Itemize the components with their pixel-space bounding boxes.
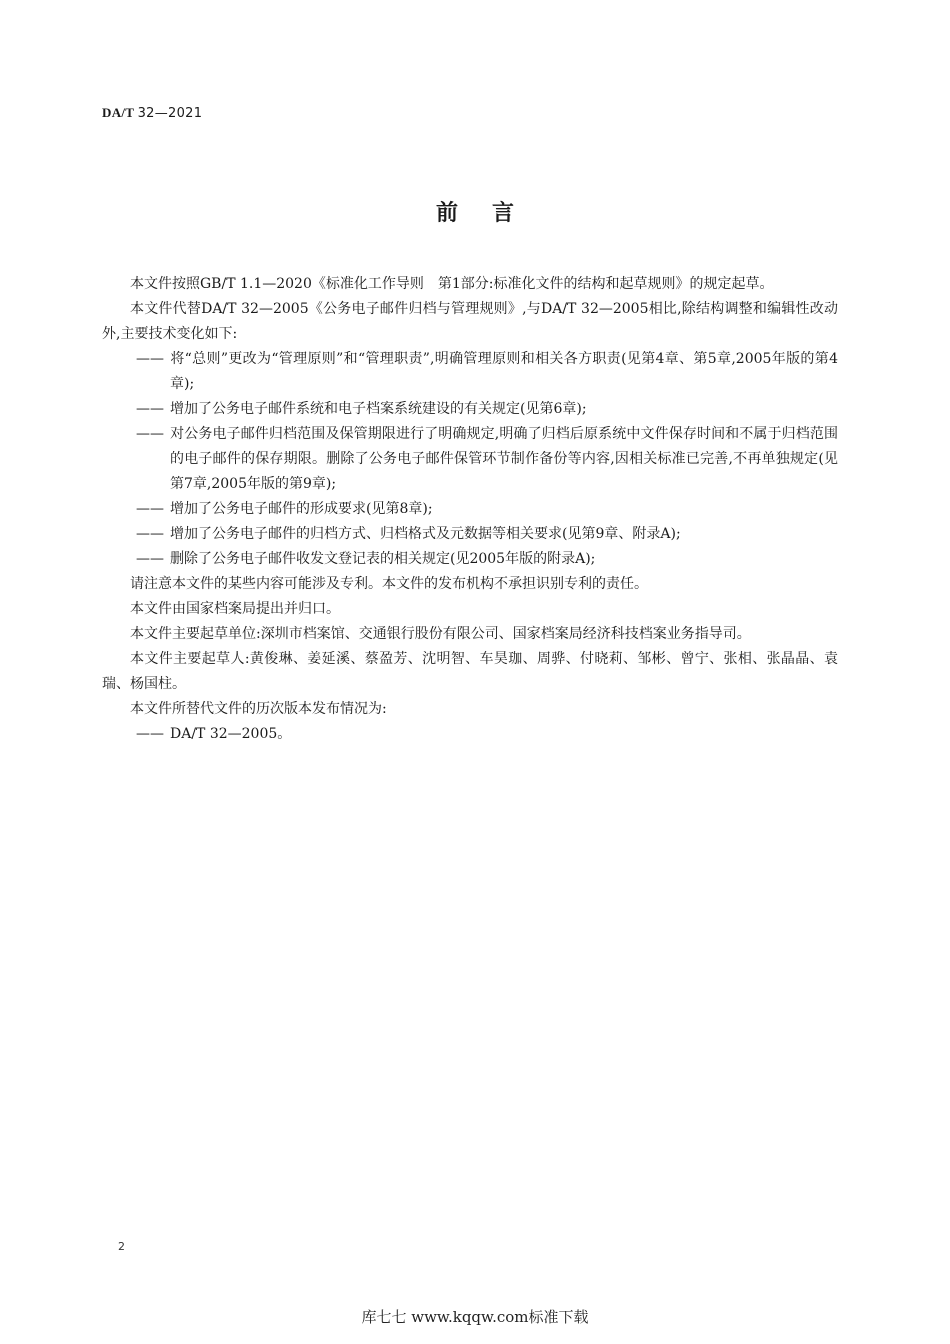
document-body xyxy=(102,272,838,747)
change-list-item xyxy=(102,422,838,497)
standard-code-prefix: DA/T xyxy=(102,105,135,120)
change-item-text: 增加了公务电子邮件的归档方式、归档格式及元数据等相关要求(见第9章、附录A); xyxy=(170,526,681,542)
page-title: 前言 xyxy=(435,201,548,226)
change-list-item xyxy=(102,522,838,547)
paragraph-drafters: 本文件主要起草人:黄俊琳、姜延溪、蔡盈芳、沈明智、车昊珈、周骅、付晓莉、邹彬、曾宁、张相、张晶晶、袁瑞、杨国柱。 xyxy=(102,651,838,692)
standard-code-number: 32—2021 xyxy=(137,106,203,121)
change-item-text: 将“总则”更改为“管理原则”和“管理职责”,明确管理原则和相关各方职责(见第4章、第5章,2005年版的第4章); xyxy=(170,351,838,392)
change-list-item xyxy=(102,397,838,422)
paragraph-patent-notice: 请注意本文件的某些内容可能涉及专利。本文件的发布机构不承担识别专利的责任。 xyxy=(130,576,648,592)
change-item-text: 增加了公务电子邮件的形成要求(见第8章); xyxy=(170,501,433,517)
list-dash: —— xyxy=(136,726,164,742)
change-list-item xyxy=(102,497,838,522)
list-dash: —— xyxy=(136,526,164,542)
page-number: 2 xyxy=(118,1240,125,1253)
list-dash: —— xyxy=(136,351,164,367)
list-dash: —— xyxy=(136,426,164,442)
list-dash: —— xyxy=(136,401,164,417)
watermark-text: 库七七 www.kqqw.com标准下载 xyxy=(361,1308,589,1326)
change-list-item xyxy=(102,347,838,397)
change-list-item xyxy=(102,547,838,572)
list-dash: —— xyxy=(136,501,164,517)
change-item-text: 对公务电子邮件归档范围及保管期限进行了明确规定,明确了归档后原系统中文件保存时间和不属于归档范围的电子邮件的保存期限。删除了公务电子邮件保管环节制作备份等内容,因相关标准已完善,不再单独规定(见第7章,2005年版的第9章); xyxy=(170,426,838,492)
paragraph-replacement: 本文件代替DA/T 32—2005《公务电子邮件归档与管理规则》,与DA/T 32—2005相比,除结构调整和编辑性改动外,主要技术变化如下: xyxy=(102,301,838,342)
change-item-text: 删除了公务电子邮件收发文登记表的相关规定(见2005年版的附录A); xyxy=(170,551,596,567)
history-item-text: DA/T 32—2005。 xyxy=(170,726,292,742)
history-list-item xyxy=(102,722,838,747)
list-dash: —— xyxy=(136,551,164,567)
paragraph-drafting-units: 本文件主要起草单位:深圳市档案馆、交通银行股份有限公司、国家档案局经济科技档案业务指导司。 xyxy=(130,626,751,642)
change-item-text: 增加了公务电子邮件系统和电子档案系统建设的有关规定(见第6章); xyxy=(170,401,587,417)
paragraph-history: 本文件所替代文件的历次版本发布情况为: xyxy=(130,701,387,717)
standard-code xyxy=(102,105,202,121)
paragraph-drafting-rules: 本文件按照GB/T 1.1—2020《标准化工作导则 第1部分:标准化文件的结构和起草规则》的规定起草。 xyxy=(130,276,774,292)
paragraph-proposer: 本文件由国家档案局提出并归口。 xyxy=(130,601,340,617)
